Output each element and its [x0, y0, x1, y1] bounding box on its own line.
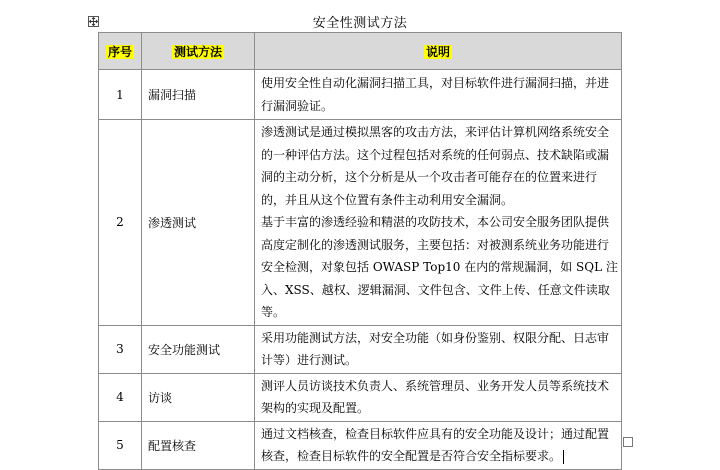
row-no[interactable]: 4: [99, 373, 142, 421]
row-no[interactable]: 1: [99, 70, 142, 120]
row-desc-text: 测评人员访谈技术负责人、系统管理员、业务开发人员等系统技术架构的实现及配置。: [261, 378, 610, 415]
row-desc-paragraph: 基于丰富的渗透经验和精湛的攻防技术，本公司安全服务团队提供高度定制化的渗透测试服务，主要包括：对被测系统业务功能进行安全检测，对象包括 OWASP Top10 在内的常规漏洞，如 SQL 注入、XSS、越权、逻辑漏洞、文件包含、文件上传、任意文件读取等。: [261, 215, 618, 319]
row-desc[interactable]: [255, 421, 622, 469]
row-no[interactable]: 3: [99, 325, 142, 373]
security-test-table: [98, 32, 622, 470]
row-desc-text: 采用功能测试方法，对安全功能（如身份鉴别、权限分配、日志审计等）进行测试。: [261, 330, 610, 367]
row-method[interactable]: 安全功能测试: [142, 325, 255, 373]
table-row: [99, 120, 622, 326]
header-no[interactable]: [99, 33, 142, 70]
header-no-label: 序号: [107, 44, 132, 59]
row-method[interactable]: 漏洞扫描: [142, 70, 255, 120]
row-method[interactable]: 访谈: [142, 373, 255, 421]
text-cursor: [563, 450, 564, 464]
row-desc[interactable]: [255, 373, 622, 421]
row-method[interactable]: 配置核查: [142, 421, 255, 469]
table-row: [99, 421, 622, 469]
row-method[interactable]: 渗透测试: [142, 120, 255, 326]
row-desc[interactable]: [255, 70, 622, 120]
row-no[interactable]: 2: [99, 120, 142, 326]
row-desc-paragraph: 渗透测试是通过模拟黑客的攻击方法，来评估计算机网络系统安全的一种评估方法。这个过程包括对系统的任何弱点、技术缺陷或漏洞的主动分析，这个分析是从一个攻击者可能存在的位置来进行的，并且从这个位置有条件主动利用安全漏洞。: [261, 125, 610, 207]
row-desc-text: 使用安全性自动化漏洞扫描工具，对目标软件进行漏洞扫描，并进行漏洞验证。: [261, 76, 610, 113]
table-row: [99, 373, 622, 421]
table-row: [99, 70, 622, 120]
table-resize-handle[interactable]: [623, 437, 633, 447]
header-desc-label: 说明: [425, 44, 450, 59]
table-row: [99, 325, 622, 373]
row-desc[interactable]: [255, 325, 622, 373]
header-method[interactable]: [142, 33, 255, 70]
row-desc-text: 通过文档核查，检查目标软件应具有的安全功能及设计；通过配置核查，检查目标软件的安全配置是否符合安全指标要求。: [261, 426, 610, 463]
document-title: 安全性测试方法: [312, 16, 408, 31]
row-no[interactable]: 5: [99, 421, 142, 469]
header-method-label: 测试方法: [173, 44, 222, 59]
header-desc[interactable]: [255, 33, 622, 70]
row-desc[interactable]: [255, 120, 622, 326]
table-header-row: [99, 33, 622, 70]
